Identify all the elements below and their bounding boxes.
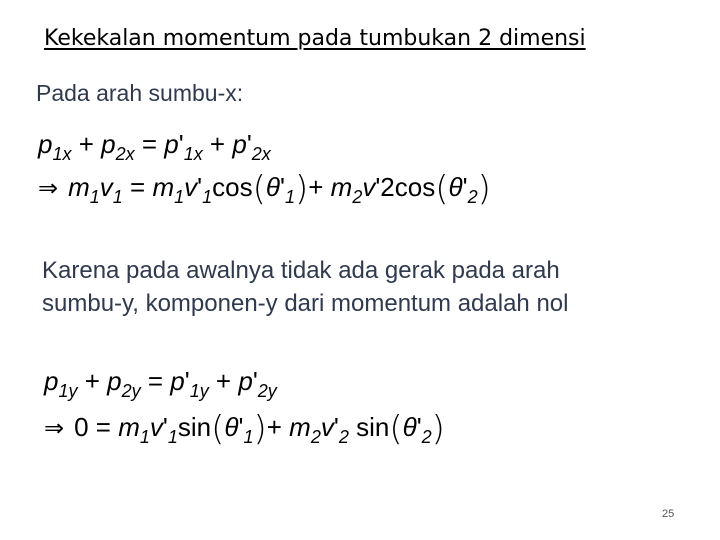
explanation-line-1: Karena pada awalnya tidak ada gerak pada arah xyxy=(42,257,560,284)
equation-momentum-x: $p_{1x} + p_{2x} = p'_{1x} + p'_{2x}$ xyxy=(38,129,271,164)
equation-momentum-y-expanded: ⇒ $0 = m_1v'_1\sin(\theta'_1)+ m_2v'_2$ $\sin(\theta'_2)$ xyxy=(44,409,445,449)
page-number: 25 xyxy=(662,508,675,520)
equation-momentum-y: $p_{1y} + p_{2y} = p'_{1y} + p'_{2y}$ xyxy=(44,366,277,401)
slide-title: Kekekalan momentum pada tumbukan 2 dimensi xyxy=(44,26,586,51)
y-direction-explanation xyxy=(42,254,682,320)
explanation-line-2: sumbu-y, komponen-y dari momentum adalah nol xyxy=(42,290,569,317)
x-direction-heading: Pada arah sumbu-x: xyxy=(36,80,244,106)
equation-momentum-x-expanded: ⇒ $m_1v_1 = m_1v'_1\cos(\theta'_1)+ m_2v'2\cos(\theta'_2)$ xyxy=(38,169,491,209)
